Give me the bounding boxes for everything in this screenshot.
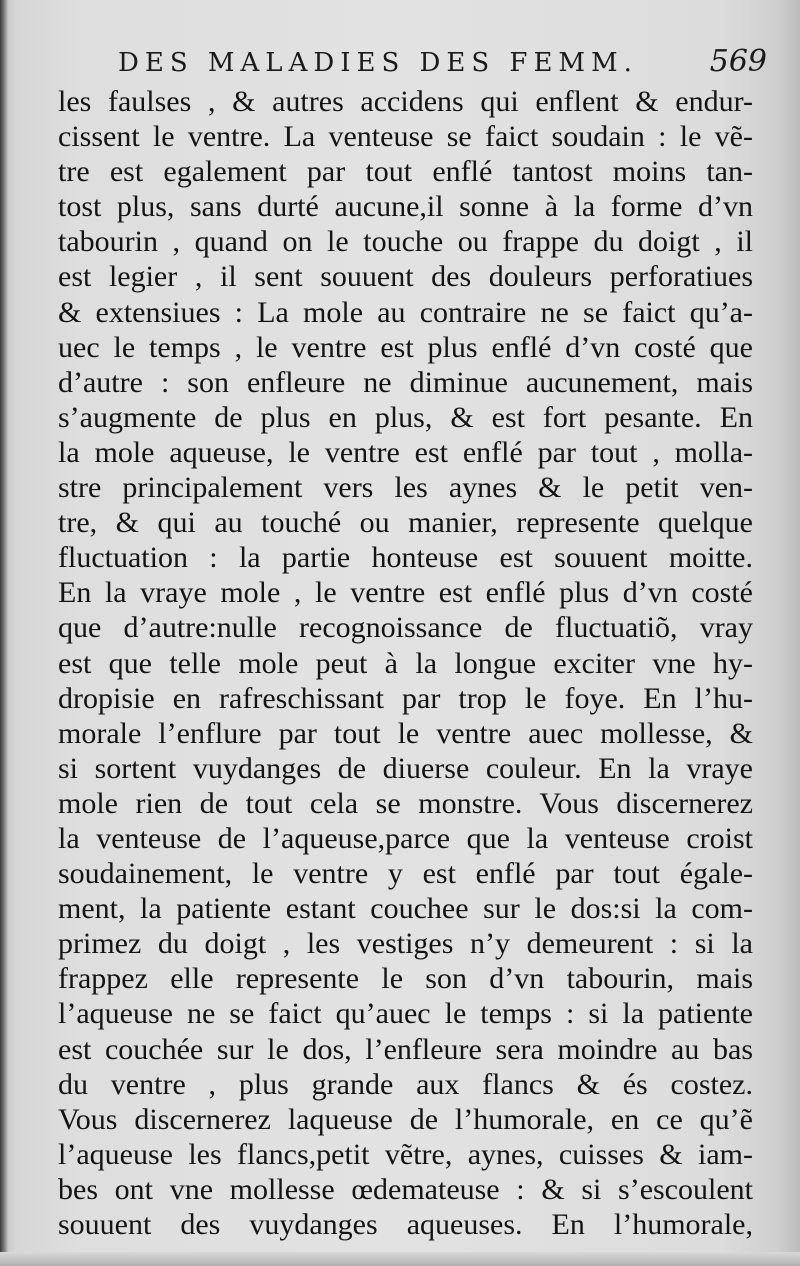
text-line: mole rien de tout cela se monstre. Vous discernerez bbox=[58, 786, 753, 820]
text-line: tre, & qui au touché ou manier, represente quelque bbox=[58, 506, 753, 540]
text-line: cissent le ventre. La venteuse se faict soudain : le vẽ- bbox=[58, 120, 753, 154]
text-line: est couchée sur le dos, l’enfleure sera moindre au bas bbox=[58, 1032, 753, 1066]
page-number: 569 bbox=[709, 44, 767, 79]
text-line: tabourin , quand on le touche ou frappe du doigt , il bbox=[58, 225, 753, 259]
text-line: si sortent vuydanges de diuerse couleur. En la vraye bbox=[58, 751, 753, 785]
text-line: souuent des vuydanges aqueuses. En l’humorale, bbox=[58, 1208, 753, 1241]
text-line: & extensiues : La mole au contraire ne se faict qu’a- bbox=[58, 295, 753, 329]
text-line: du ventre , plus grande aux flancs & és costez. bbox=[58, 1067, 753, 1101]
page-header bbox=[60, 40, 775, 86]
text-line: dropisie en rafreschissant par trop le foye. En l’hu- bbox=[58, 681, 753, 715]
text-line: uec le temps , le ventre est plus enflé d’vn costé que bbox=[58, 330, 753, 364]
text-line: primez du doigt , les vestiges n’y demeurent : si la bbox=[58, 927, 753, 961]
text-line: les faulses , & autres accidens qui enflent & endur- bbox=[58, 85, 753, 118]
running-title: DES MALADIES DES FEMM. bbox=[118, 48, 638, 78]
text-line: soudainement, le ventre y est enflé par tout égale- bbox=[58, 857, 753, 891]
text-line: ment, la patiente estant couchee sur le dos:si la com- bbox=[58, 892, 753, 926]
text-line: En la vraye mole , le ventre est enflé plus d’vn costé bbox=[58, 576, 753, 610]
text-line: la mole aqueuse, le ventre est enflé par tout , molla- bbox=[58, 435, 753, 469]
body-text bbox=[58, 84, 753, 1242]
text-line: l’aqueuse les flancs,petit vẽtre, aynes, cuisses & iam- bbox=[58, 1137, 753, 1171]
text-line: est que telle mole peut à la longue exciter vne hy- bbox=[58, 646, 753, 680]
text-line: Vous discernerez laqueuse de l’humorale, en ce qu’ẽ bbox=[58, 1102, 753, 1136]
text-line: est legier , il sent souuent des douleurs perforatiues bbox=[58, 260, 753, 294]
text-line: l’aqueuse ne se faict qu’auec le temps : si la patiente bbox=[58, 997, 753, 1031]
text-line: frappez elle represente le son d’vn tabourin, mais bbox=[58, 962, 753, 996]
page-bottom-edge bbox=[0, 1252, 800, 1266]
text-line: bes ont vne mollesse œdemateuse : & si s’escoulent bbox=[58, 1172, 753, 1206]
text-line: fluctuation : la partie honteuse est souuent moitte. bbox=[58, 541, 753, 575]
text-line: stre principalement vers les aynes & le petit ven- bbox=[58, 471, 753, 505]
text-line: morale l’enflure par tout le ventre auec mollesse, & bbox=[58, 716, 753, 750]
text-line: que d’autre:nulle recognoissance de fluctuatiõ, vray bbox=[58, 611, 753, 645]
text-line: s’augmente de plus en plus, & est fort pesante. En bbox=[58, 400, 753, 434]
text-line: tre est egalement par tout enflé tantost moins tan- bbox=[58, 155, 753, 189]
text-line: tost plus, sans durté aucune,il sonne à la forme d’vn bbox=[58, 190, 753, 224]
page-gutter-shadow bbox=[0, 0, 8, 1266]
text-line: d’autre : son enfleure ne diminue aucunement, mais bbox=[58, 365, 753, 399]
text-line: la venteuse de l’aqueuse,parce que la venteuse croist bbox=[58, 821, 753, 855]
